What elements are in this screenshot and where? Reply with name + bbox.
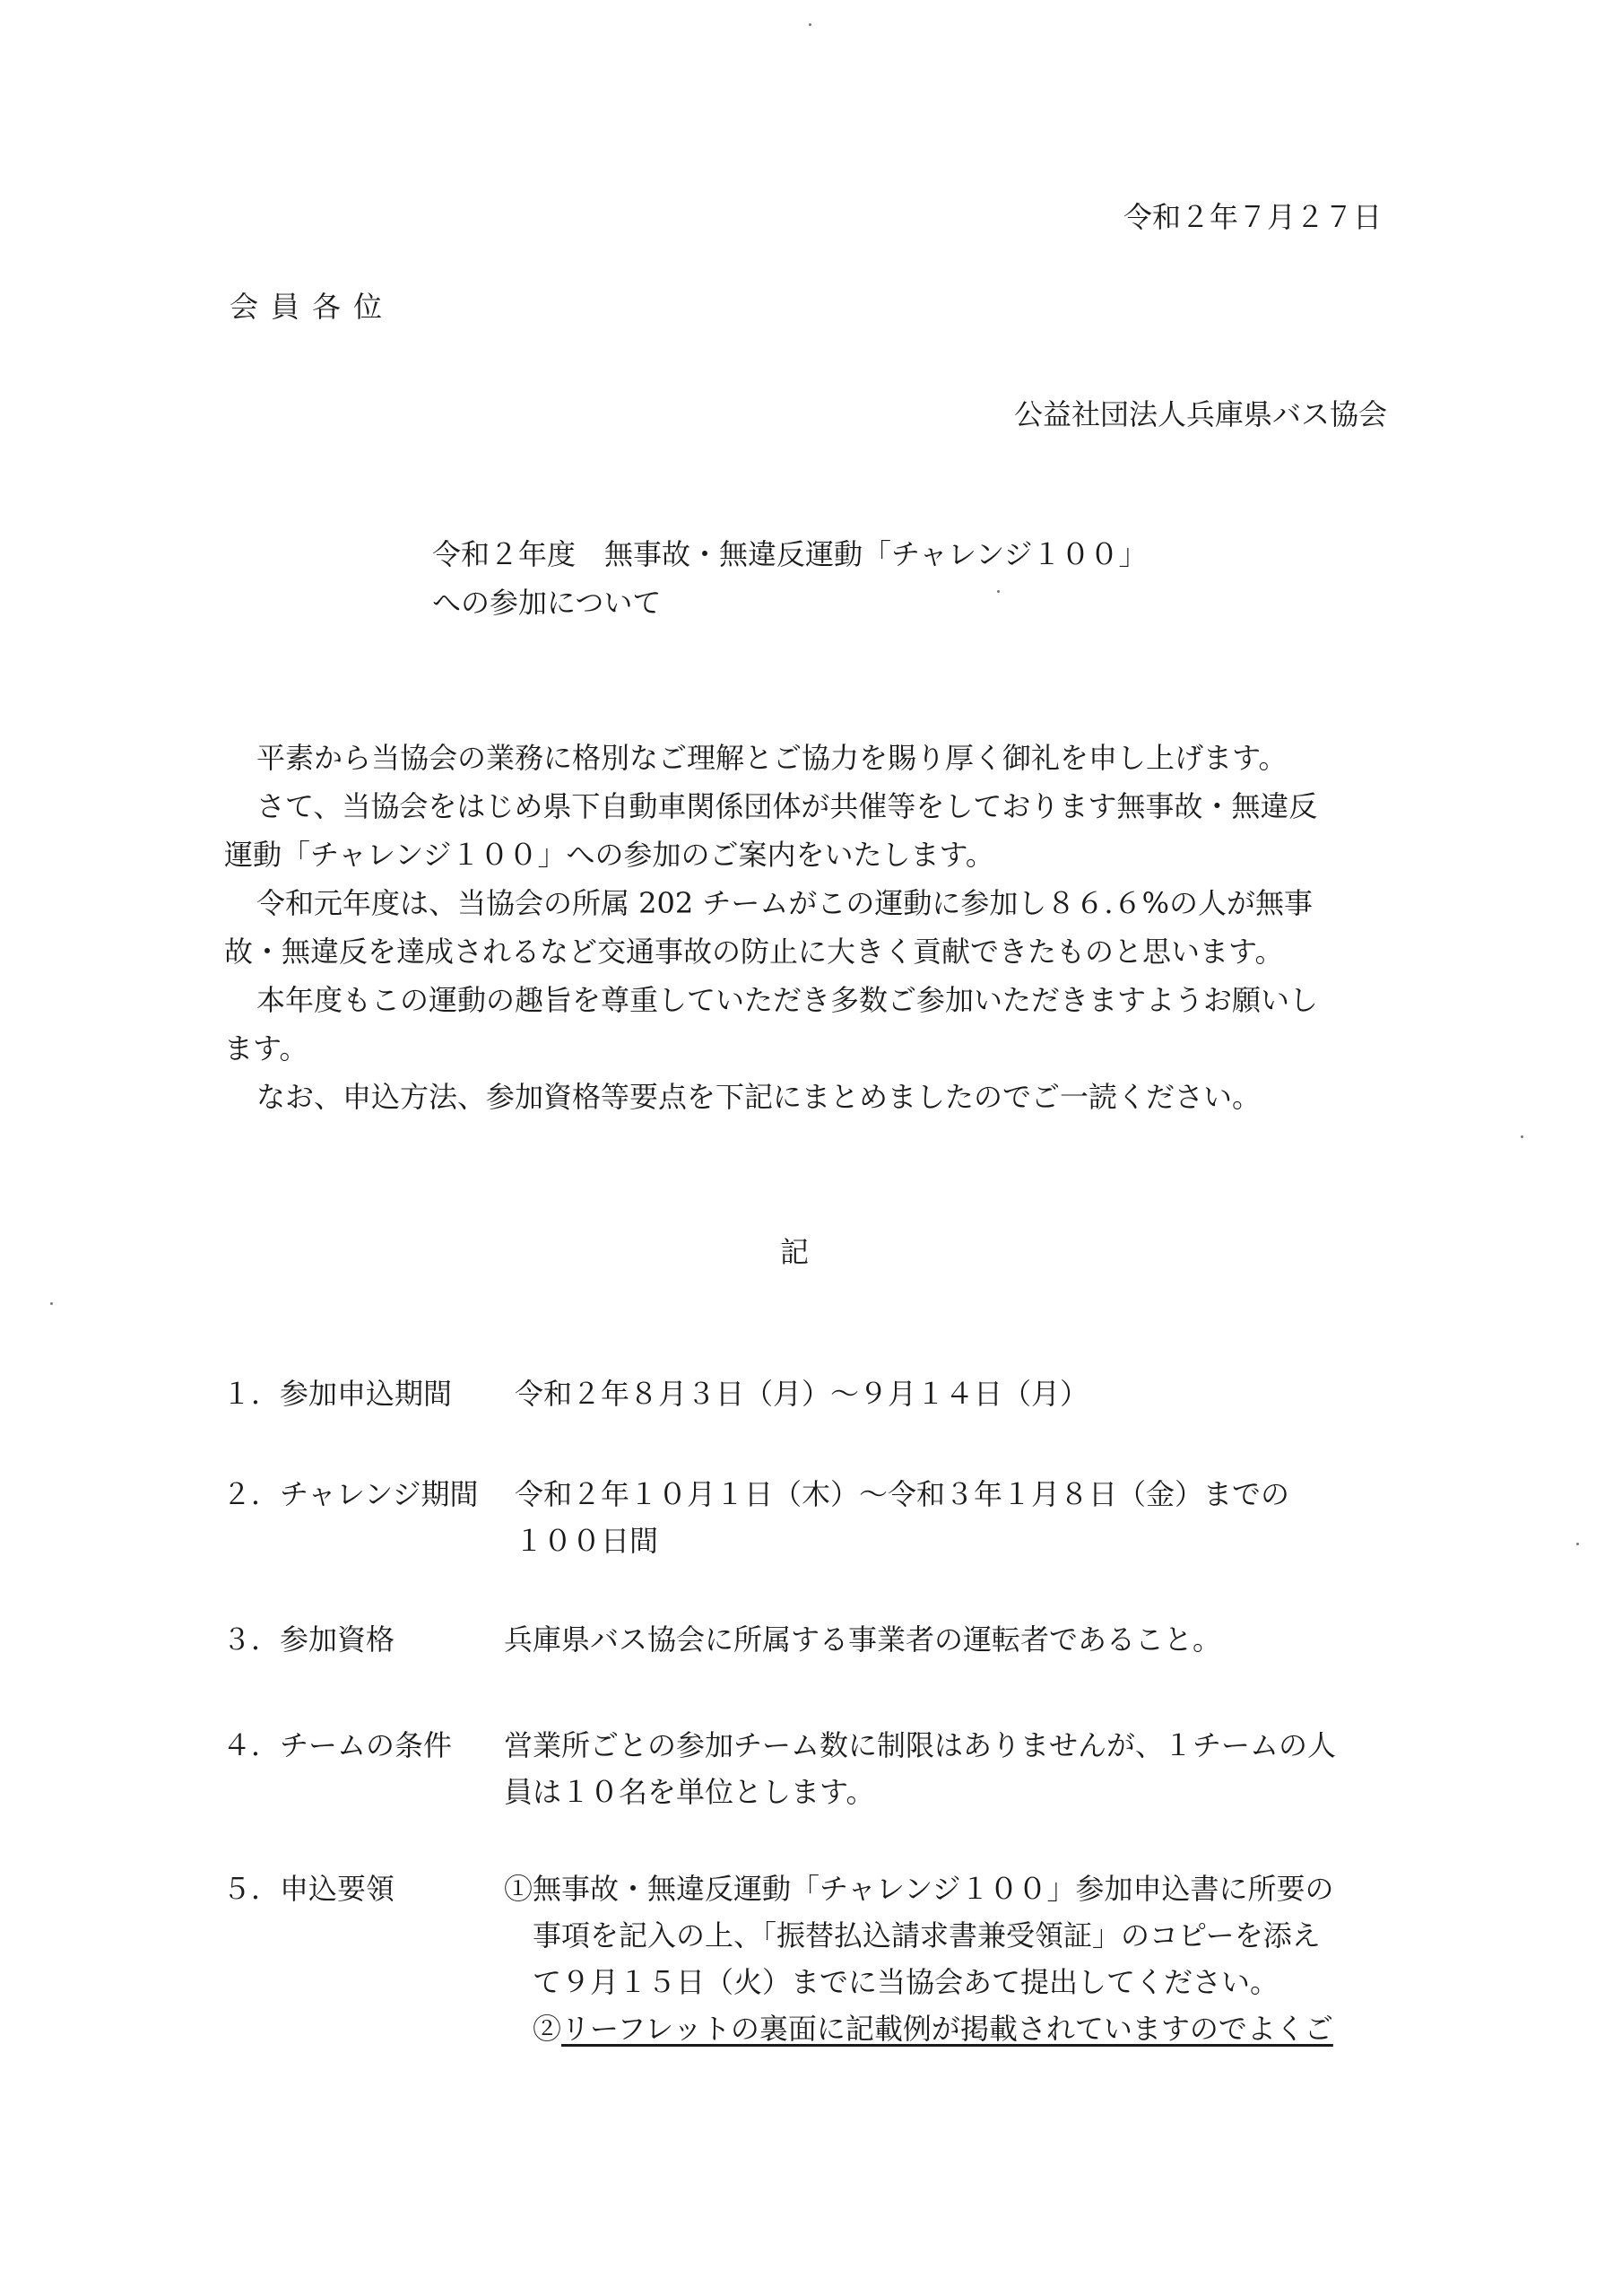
item-value-line: 兵庫県バス協会に所属する事業者の運転者であること。 xyxy=(504,1622,1222,1657)
addressee: 会員各位 xyxy=(230,290,395,324)
body-paragraph-4-line-2: ます。 xyxy=(224,1031,308,1065)
item-label: ４．チームの条件 xyxy=(222,1728,453,1762)
body-paragraph-5: なお、申込方法、参加資格等要点を下記にまとめましたのでご一読ください。 xyxy=(256,1080,1262,1114)
scan-speck xyxy=(1521,1135,1523,1138)
item-label: ５．申込要領 xyxy=(222,1872,395,1906)
sender-organization: 公益社団法人兵庫県バス協会 xyxy=(1013,397,1387,431)
scan-speck xyxy=(50,1302,53,1305)
body-paragraph-3-line-1: 令和元年度は、当協会の所属 202 チームがこの運動に参加し８６.６%の人が無事 xyxy=(256,886,1314,920)
item-value-line: 令和２年１０月１日（木）～令和３年１月８日（金）までの xyxy=(515,1477,1290,1511)
circled-number-two: ② xyxy=(533,2012,562,2046)
body-paragraph-1: 平素から当協会の業務に格別なご理解とご協力を賜り厚く御礼を申し上げます。 xyxy=(256,741,1288,775)
document-title-line-1: 令和２年度 無事故・無違反運動「チャレンジ１００」 xyxy=(432,537,1148,571)
item-value xyxy=(504,1722,1336,1815)
item-value-line: ①無事故・無違反運動「チャレンジ１００」参加申込書に所要の xyxy=(504,1872,1334,1906)
item-label: ２．チャレンジ期間 xyxy=(222,1477,479,1511)
item-value-line-underlined xyxy=(504,2005,1333,2052)
scan-speck xyxy=(809,23,811,26)
item-value xyxy=(515,1370,1089,1417)
body-paragraph-2-line-2: 運動「チャレンジ１００」への参加のご案内をいたします。 xyxy=(224,838,994,872)
item-value-line: 事項を記入の上、「振替払込請求書兼受領証」のコピーを添え xyxy=(533,1918,1321,1952)
item-label: ３．参加資格 xyxy=(222,1622,395,1657)
body-paragraph-4 xyxy=(224,976,1363,1073)
body-paragraph-2-line-1: さて、当協会をはじめ県下自動車関係団体が共催等をしております無事故・無違反 xyxy=(256,789,1318,823)
item-label: １．参加申込期間 xyxy=(222,1377,453,1411)
item-value-line: て９月１５日（火）までに当協会あて提出してください。 xyxy=(533,1965,1279,1999)
item-value xyxy=(504,1616,1221,1663)
underlined-note: リーフレットの裏面に記載例が掲載されていますのでよくご xyxy=(561,2012,1333,2046)
body-paragraph-2 xyxy=(224,782,1363,879)
item-value xyxy=(504,1866,1333,2052)
item-value-line: 営業所ごとの参加チーム数に制限はありませんが、１チームの人 xyxy=(504,1728,1337,1762)
item-value-line: 令和２年８月３日（月）～９月１４日（月） xyxy=(515,1377,1089,1411)
body-paragraph-3-line-2: 故・無違反を達成されるなど交通事故の防止に大きく貢献できたものと思います。 xyxy=(224,935,1284,969)
item-value xyxy=(515,1471,1289,1564)
body-paragraph-4-line-1: 本年度もこの運動の趣旨を尊重していただき多数ご参加いただきますようお願いし xyxy=(256,983,1319,1017)
scan-speck xyxy=(1576,1543,1579,1545)
item-value-line: 員は１０名を単位とします。 xyxy=(504,1775,875,1809)
item-value-line: １００日間 xyxy=(515,1524,659,1558)
body-paragraph-3 xyxy=(224,879,1363,976)
scan-speck xyxy=(997,590,1000,593)
document-title-line-2: への参加について xyxy=(432,586,662,620)
ki-heading: 記 xyxy=(780,1235,810,1269)
document-date: 令和２年７月２７日 xyxy=(1123,200,1382,234)
